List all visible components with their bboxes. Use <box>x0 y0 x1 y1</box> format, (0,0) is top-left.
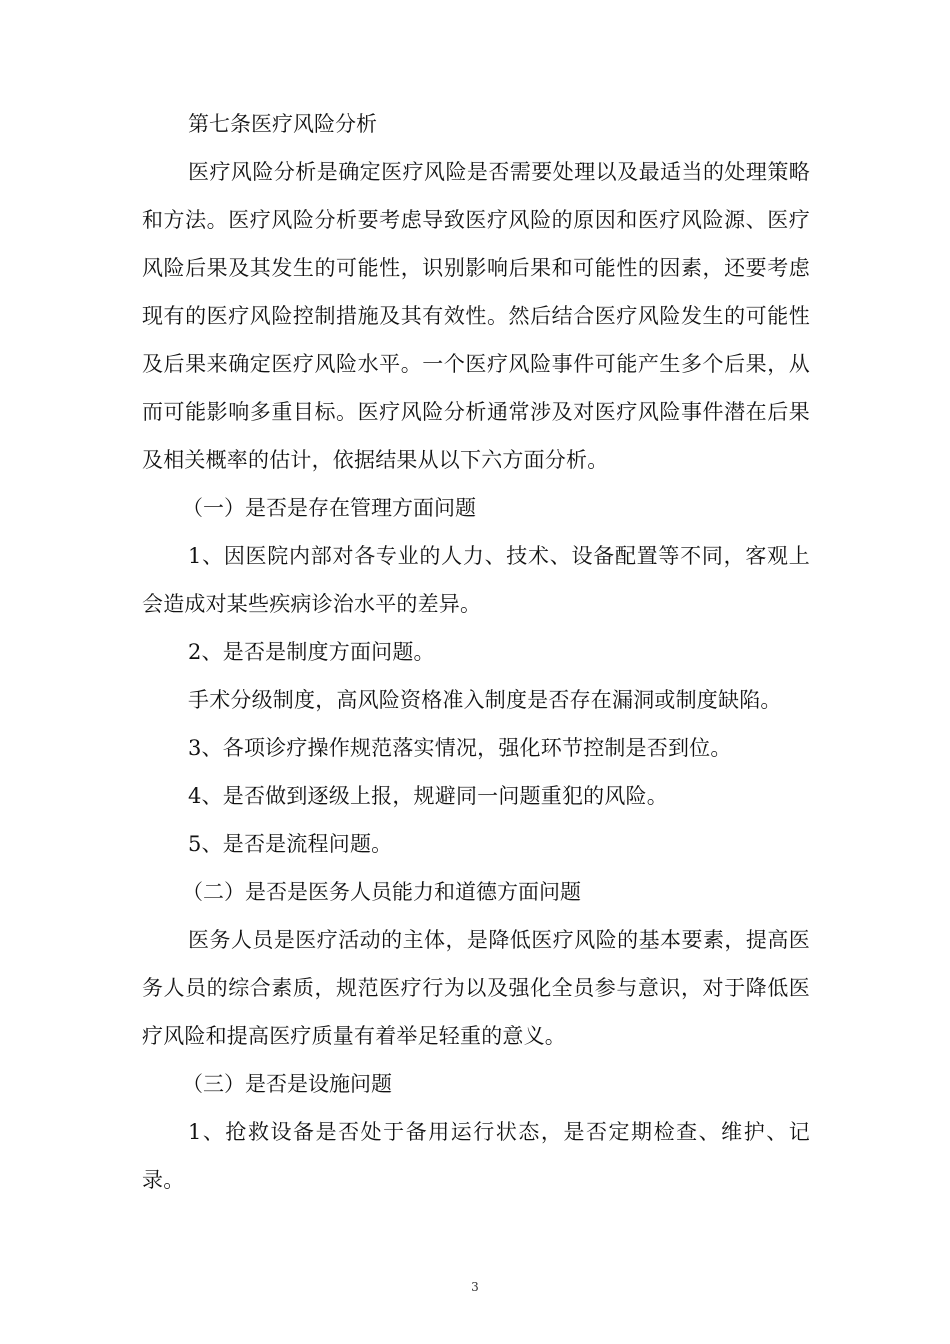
section-1-item-2-detail: 手术分级制度，高风险资格准入制度是否存在漏洞或制度缺陷。 <box>188 688 782 712</box>
page-number: 3 <box>471 1280 479 1294</box>
section-3-item-1: 1、抢救设备是否处于备用运行状态，是否定期检查、维护、记录。 <box>142 1120 810 1192</box>
section-2-title: （二）是否是医务人员能力和道德方面问题 <box>182 880 581 904</box>
intro-paragraph: 医疗风险分析是确定医疗风险是否需要处理以及最适当的处理策略和方法。医疗风险分析要考虑导致医疗风险的原因和医疗风险源、医疗风险后果及其发生的可能性，识别影响后果和可能性的因素，还要考虑现有的医疗风险控制措施及其有效性。然后结合医疗风险发生的可能性及后果来确定医疗风险水平。一个医疗风险事件可能产生多个后果，从而可能影响多重目标。医疗风险分析通常涉及对医疗风险事件潜在后果及相关概率的估计，依据结果从以下六方面分析。 <box>142 160 810 472</box>
article-heading: 第七条医疗风险分析 <box>188 112 377 136</box>
section-1-item-1: 1、因医院内部对各专业的人力、技术、设备配置等不同，客观上会造成对某些疾病诊治水平的差异。 <box>142 544 810 616</box>
section-1-item-3: 3、各项诊疗操作规范落实情况，强化环节控制是否到位。 <box>188 736 732 760</box>
document-body <box>142 100 810 1204</box>
section-1-item-2: 2、是否是制度方面问题。 <box>188 640 435 664</box>
section-1-title: （一）是否是存在管理方面问题 <box>182 496 476 520</box>
section-1-item-5: 5、是否是流程问题。 <box>188 832 393 856</box>
section-2-body: 医务人员是医疗活动的主体，是降低医疗风险的基本要素，提高医务人员的综合素质，规范医疗行为以及强化全员参与意识，对于降低医疗风险和提高医疗质量有着举足轻重的意义。 <box>142 928 810 1048</box>
section-1-item-4: 4、是否做到逐级上报，规避同一问题重犯的风险。 <box>188 784 668 808</box>
section-3-title: （三）是否是设施问题 <box>182 1072 392 1096</box>
